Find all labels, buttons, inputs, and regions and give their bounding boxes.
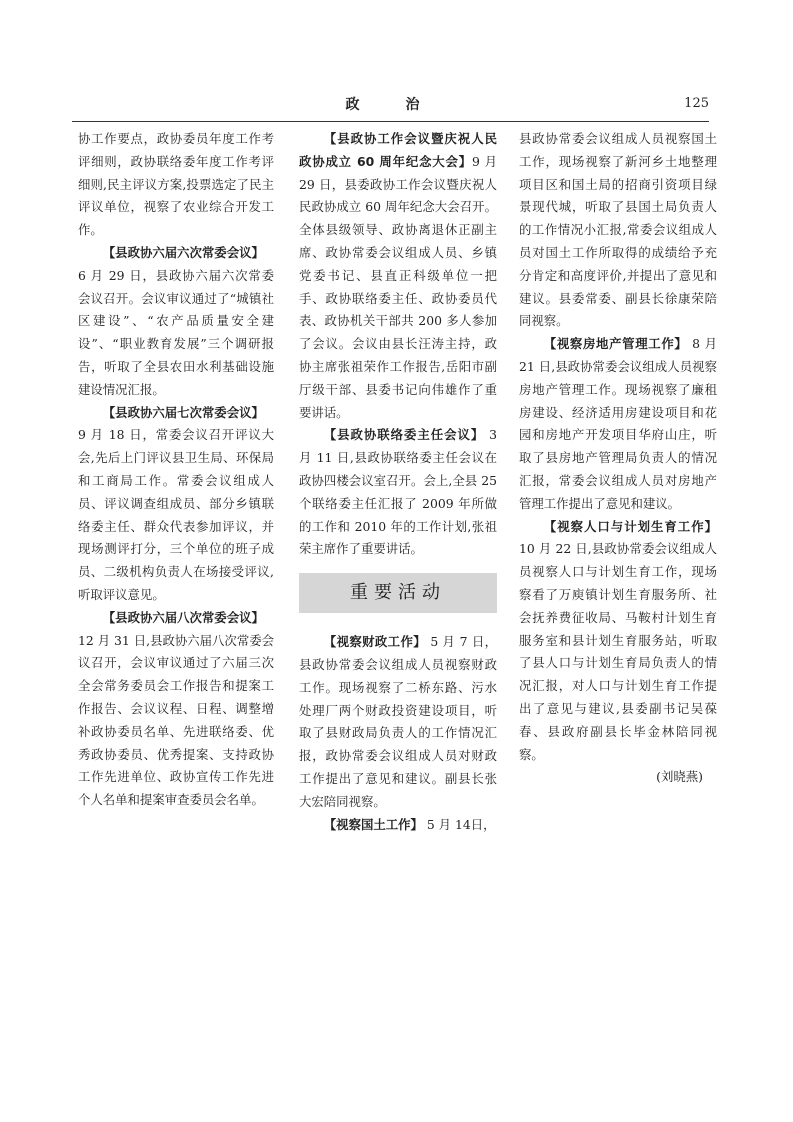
entry-body: 5 月 14日， bbox=[422, 816, 496, 832]
page-number: 125 bbox=[684, 96, 709, 111]
entry-heading bbox=[78, 242, 274, 265]
entry-body: 5 月 7 日，县政协常委会议组成人员视察财政工作。现场视察了二桥东路、污水处理厂两个财政投资建设项目，听取了县财政局负责人的工作情况汇报，政协常委会议组成人员对财政工作提出了意见和建议。副县长张大宏陪同视察。 bbox=[299, 634, 497, 809]
entry-paragraph bbox=[519, 516, 717, 767]
entry-heading-text: 【县政协工作会议暨庆祝人民政协成立 60 周年纪念大会】 bbox=[299, 131, 497, 169]
column-1 bbox=[78, 128, 274, 812]
entry-body: 3 月 11 日,县政协联络委主任会议在政协四楼会议室召开。会上,全县 25 个联络委主任汇报了 2009 年所做的工作和 2010 年的工作计划,张祖荣主席作了重要讲话。 bbox=[299, 427, 498, 557]
page-header bbox=[72, 94, 709, 118]
author-signature: (刘晓燕) bbox=[656, 769, 703, 785]
entry-heading-text: 【县政协六届八次常委会议】 bbox=[102, 609, 264, 625]
entry-heading-text: 【视察国土工作】 bbox=[323, 816, 423, 832]
entry-paragraph bbox=[299, 814, 497, 837]
entry-paragraph bbox=[299, 424, 497, 561]
paragraph: 协工作要点，政协委员年度工作考评细则，政协联络委年度工作考评细则,民主评议方案,投票选定了民主评议单位，视察了农业综合开发工作。 bbox=[78, 131, 274, 238]
section-banner bbox=[299, 573, 497, 613]
entry-body: 10 月 22 日,县政协常委会议组成人员视察人口与计划生育工作，现场察看了万庾镇计划生育服务所、社会抚养费征收局、马鞍村计划生育服务室和县计划生育服务站，听取了县人口与计划生育局负责人的情况汇报，对人口与计划生育工作提出了意见与建议,县委副书记吴葆春、县政府副县长毕金林陪同视察。 bbox=[519, 541, 717, 762]
entry-heading-text: 【县政协六届七次常委会议】 bbox=[102, 404, 264, 420]
entry-body: 12 月 31 日,县政协六届八次常委会议召开，会议审议通过了六届三次全会常务委员会工作报告和提案工作报告、会议议程、日程、调整增补政协委员名单、先进联络委、优秀政协委员、优秀提案、支持政协工作先进单位、政协宣传工作先进个人名单和提案审查委员会名单。 bbox=[78, 632, 274, 808]
column-3 bbox=[519, 128, 717, 789]
entry-heading-text: 【视察房地产管理工作】 bbox=[543, 336, 688, 352]
paragraph: 县政协常委会议组成人员视察国土工作，现场视察了新河乡土地整理项目区和国土局的招商引资项目绿景现代城，听取了县国土局负责人的工作情况小汇报,常委会议组成人员对国土工作所取得的成绩给予充分肯定和高度评价,并提出了意见和建议。县委常委、副县长徐康荣陪同视察。 bbox=[519, 131, 717, 329]
entry-heading-text: 【县政协六届六次常委会议】 bbox=[102, 244, 264, 260]
section-banner-text: 重要活动 bbox=[350, 581, 446, 603]
entry-paragraph bbox=[299, 631, 497, 813]
entry-heading-text: 【视察财政工作】 bbox=[323, 634, 426, 650]
header-rule bbox=[72, 121, 709, 122]
entry-body: 9 月 29 日，县委政协工作会议暨庆祝人民政协成立 60 周年纪念大会召开。全体县级领导、政协离退休正副主席、政协常委会议组成人员、乡镇党委书记、县直正科级单位一把手、政协联络委主任、政协委员代表、政协机关干部共 200 多人参加了会议。会议由县长汪涛主持，政协主席张祖荣作工作报告,岳阳市副厅级干部、县委书记向伟雄作了重要讲话。 bbox=[299, 153, 497, 420]
entry-paragraph bbox=[299, 128, 497, 424]
entry-heading bbox=[78, 402, 274, 425]
entry-body: 6 月 29 日，县政协六届六次常委会议召开。会议审议通过了“城镇社区建设”、“农产品质量安全建设”、“职业教育发展”三个调研报告，听取了全县农田水利基础设施建设情况汇报。 bbox=[78, 267, 274, 397]
entry-body: 9 月 18 日，常委会议召开评议大会,先后上门评议县卫生局、环保局和工商局工作。常委会议组成人员、评议调查组成员、部分乡镇联络委主任、群众代表参加评议，并现场测评打分，三个单位的班子成员、二级机构负责人在场接受评议,听取评议意见。 bbox=[78, 427, 274, 602]
entry-paragraph bbox=[519, 333, 717, 515]
column-2 bbox=[299, 128, 497, 836]
section-title: 政 治 bbox=[345, 97, 436, 113]
entry-body: 8 月 21 日,县政协常委会议组成人员视察房地产管理工作。现场视察了廉租房建设、经济适用房建设项目和花园和房地产开发项目华府山庄，听取了县房地产管理局负责人的情况汇报，常委会议组成人员对房地产管理工作提出了意见和建议。 bbox=[519, 336, 717, 511]
entry-heading-text: 【县政协联络委主任会议】 bbox=[323, 427, 485, 443]
entry-heading-text: 【视察人口与计划生育工作】 bbox=[543, 518, 717, 534]
entry-heading bbox=[78, 607, 274, 630]
